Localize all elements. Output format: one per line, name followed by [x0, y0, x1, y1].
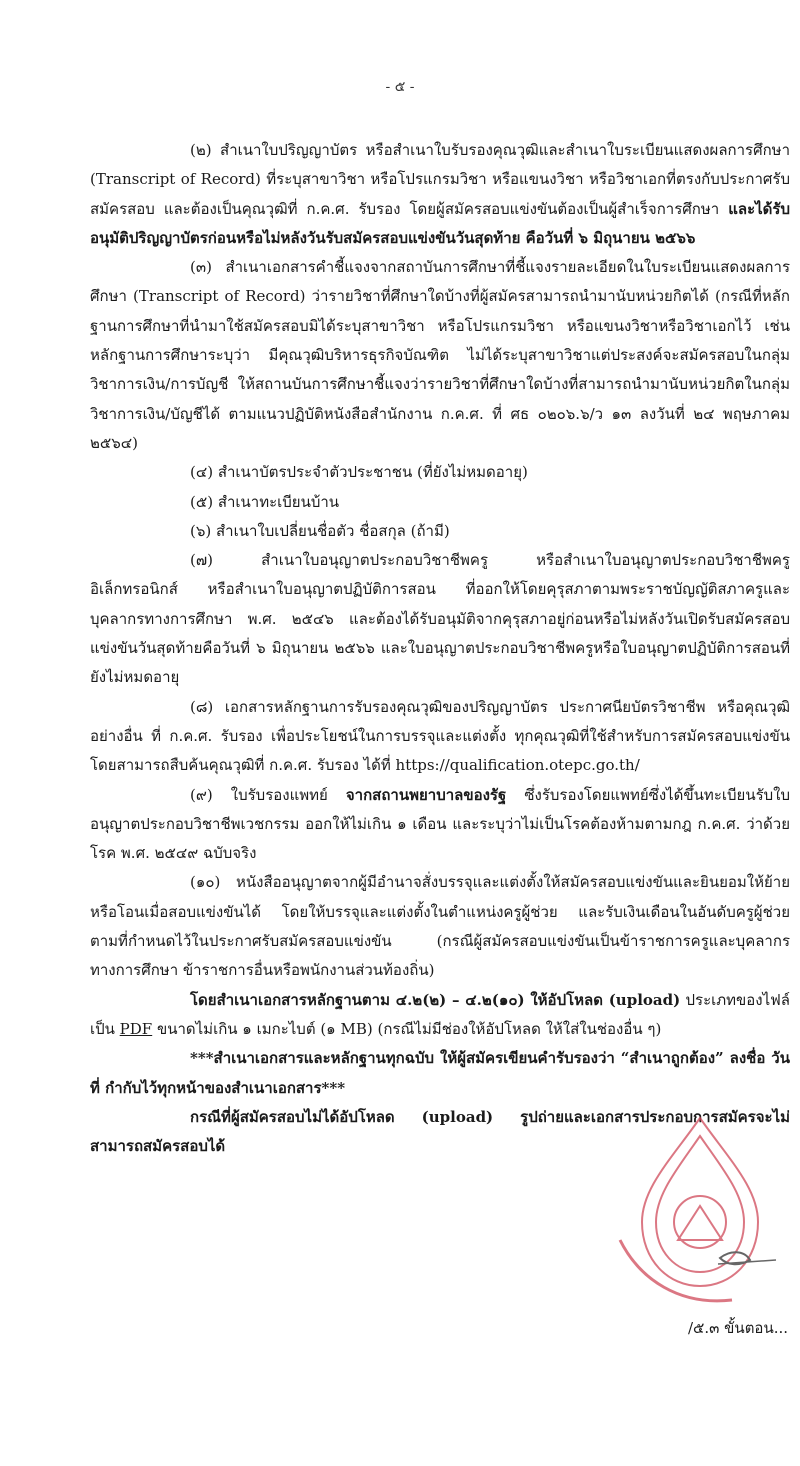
upload-bold: โดยสำเนาเอกสารหลักฐานตาม ๔.๒(๒) – ๔.๒(๑๐) ให้อัปโหลด (upload) — [190, 990, 681, 1009]
item-2-text: (๒) สำเนาใบปริญญาบัตร หรือสำเนาใบรับรองคุณวุฒิและสำเนาใบระเบียนแสดงผลการศึกษา (Transcript of Record) ที่ระบุสาขาวิชา หรือโปรแกรมวิชา หรือแขนงวิชา หรือวิชาเอกที่ตรงกับประกาศรับสมัครสอบ และต้องเป็นคุณวุฒิที่ ก.ค.ศ. รับรอง โดยผู้สมัครสอบแข่งขันต้องเป็นผู้สำเร็จการศึกษา — [90, 141, 790, 218]
item-2 — [90, 136, 790, 253]
item-6: (๖) สำเนาใบเปลี่ยนชื่อตัว ชื่อสกุล (ถ้ามี) — [190, 521, 450, 540]
continuation-marker: /๕.๓ ขั้นตอน... — [687, 1319, 788, 1337]
item-9-start: (๙) ใบรับรองแพทย์ — [190, 785, 346, 804]
official-seal-icon — [600, 1110, 800, 1310]
item-7: (๗) สำเนาใบอนุญาตประกอบวิชาชีพครู หรือสำเนาใบอนุญาตประกอบวิชาชีพครูอิเล็กทรอนิกส์ หรือสำเนาใบอนุญาตปฏิบัติการสอน ที่ออกให้โดยคุรุสภาตามพระราชบัญญัติสภาครูและบุคลากรทางการศึกษา พ.ศ. ๒๕๔๖ และต้องได้รับอนุมัติจากคุรุสภาอยู่ก่อนหรือไม่หลังวันเปิดรับสมัครสอบแข่งขันวันสุดท้ายคือวันที่ ๖ มิถุนายน ๒๕๖๖ และใบอนุญาตประกอบวิชาชีพครูหรือใบอนุญาตปฏิบัติการสอนที่ยังไม่หมดอายุ — [90, 551, 790, 687]
upload-pdf-link: PDF — [119, 1019, 153, 1038]
item-8: (๘) เอกสารหลักฐานการรับรองคุณวุฒิของปริญญาบัตร ประกาศนียบัตรวิชาชีพ หรือคุณวุฒิอย่างอื่น ที่ ก.ค.ศ. รับรอง เพื่อประโยชน์ในการบรรจุและแต่งตั้ง ทุกคุณวุฒิที่ใช้สำหรับการสมัครสอบแข่งขัน โดยสามารถสืบค้นคุณวุฒิที่ ก.ค.ศ. รับรอง ได้ที่ https://qualification.otepc.go.th/ — [90, 697, 790, 775]
item-9 — [90, 781, 790, 869]
warning-note: กรณีที่ผู้สมัครสอบไม่ได้อัปโหลด (upload) รูปถ่ายและเอกสารประกอบการสมัครจะไม่สามารถสมัครสอบได้ — [90, 1107, 790, 1156]
certify-note: ***สำเนาเอกสารและหลักฐานทุกฉบับ ให้ผู้สมัครเขียนคำรับรองว่า “สำเนาถูกต้อง” ลงชื่อ วันที่ กำกับไว้ทุกหน้าของสำเนาเอกสาร*** — [90, 1049, 790, 1097]
item-9-rest: ซึ่งรับรองโดยแพทย์ซึ่งได้ขึ้นทะเบียนรับใบอนุญาตประกอบวิชาชีพเวชกรรม ออกให้ไม่เกิน ๑ เดือน และระบุว่าไม่เป็นโรคต้องห้ามตามกฎ ก.ค.ศ. ว่าด้วยโรค พ.ศ. ๒๕๔๙ ฉบับจริง — [90, 785, 790, 863]
item-9-bold: จากสถานพยาบาลของรัฐ — [345, 785, 507, 804]
item-5: (๕) สำเนาทะเบียนบ้าน — [190, 492, 340, 511]
upload-instruction — [90, 986, 790, 1045]
item-3: (๓) สำเนาเอกสารคำชี้แจงจากสถาบันการศึกษาที่ชี้แจงรายละเอียดในใบระเบียนแสดงผลการศึกษา (Transcript of Record) ว่ารายวิชาที่ศึกษาใดบ้างที่ผู้สมัครสามารถนำมานับหน่วยกิตได้ (กรณีที่หลักฐานการศึกษาที่นำมาใช้สมัครสอบมิได้ระบุสาขาวิชา หรือโปรแกรมวิชา หรือแขนงวิชาหรือวิชาเอกไว้ เช่น หลักฐานการศึกษาระบุว่า มีคุณวุฒิบริหารธุรกิจบัณฑิต ไม่ได้ระบุสาขาวิชาแต่ประสงค์จะสมัครสอบในกลุ่มวิชาการเงิน/การบัญชี ให้สถานบันการศึกษาชี้แจงว่ารายวิชาที่ศึกษาใดบ้างที่สามารถนำมานับหน่วยกิตในกลุ่มวิชาการเงิน/บัญชีได้ ตามแนวปฏิบัติหนังสือสำนักงาน ก.ค.ศ. ที่ ศธ ๐๒๐๖.๖/ว ๑๓ ลงวันที่ ๒๔ พฤษภาคม ๒๕๖๔) — [90, 258, 790, 452]
upload-text-1: ประเภทของไฟล์เป็น — [90, 990, 790, 1038]
page-number: - ๕ - — [385, 79, 415, 95]
upload-text-2: ขนาดไม่เกิน ๑ เมกะไบต์ (๑ MB) (กรณีไม่มีช่องให้อัปโหลด ให้ใส่ในช่องอื่น ๆ) — [152, 1019, 662, 1038]
item-10: (๑๐) หนังสืออนุญาตจากผู้มีอำนาจสั่งบรรจุและแต่งตั้งให้สมัครสอบแข่งขันและยินยอมให้ย้ายหรือโอนเมื่อสอบแข่งขันได้ โดยให้บรรจุและแต่งตั้งในตำแหน่งครูผู้ช่วย และรับเงินเดือนในอันดับครูผู้ช่วย ตามที่กำหนดไว้ในประกาศรับสมัครสอบแข่งขัน (กรณีผู้สมัครสอบแข่งขันเป็นข้าราชการครูและบุคลากรทางการศึกษา ข้าราชการอื่นหรือพนักงานส่วนท้องถิ่น) — [90, 873, 790, 980]
item-4: (๔) สำเนาบัตรประจำตัวประชาชน (ที่ยังไม่หมดอายุ) — [190, 463, 528, 482]
item-2-deadline: และได้รับอนุมัติปริญญาบัตรก่อนหรือไม่หลังวันรับสมัครสอบแข่งขันวันสุดท้าย คือวันที่ ๖ มิถุนายน ๒๕๖๖ — [90, 199, 790, 247]
document-body — [90, 136, 790, 1161]
